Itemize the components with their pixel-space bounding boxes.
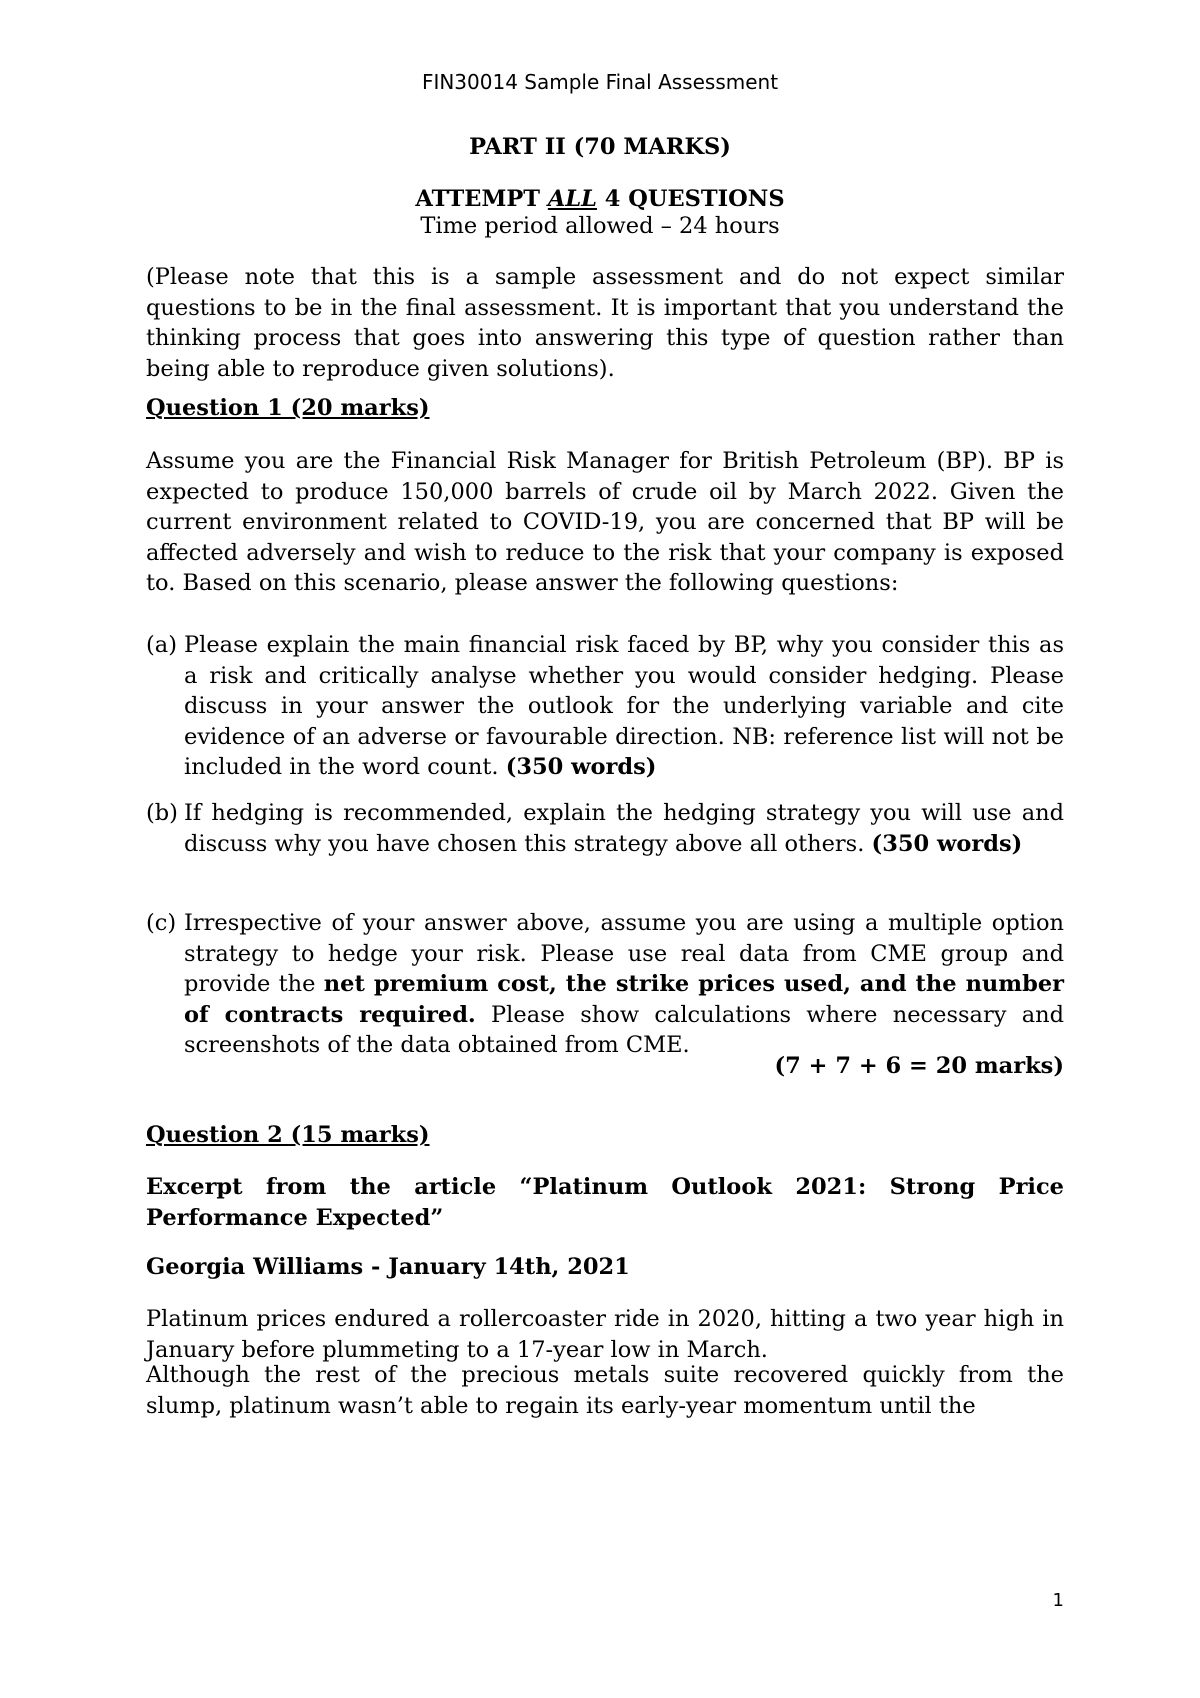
time-allowed: Time period allowed – 24 hours — [420, 213, 780, 239]
attempt-heading: ATTEMPT ALL 4 QUESTIONS — [415, 186, 785, 212]
word-limit: (350 words) — [871, 830, 1023, 857]
attempt-all-emphasis: ALL — [547, 186, 597, 212]
question-1b: (b) If hedging is recommended, explain the hedging strategy you will use and discuss why you have chosen this strategy above all others. (350 words) — [146, 800, 1064, 857]
page-number: 1 — [1052, 1590, 1064, 1611]
item-label: (b) — [146, 800, 178, 826]
question-1-intro: Assume you are the Financial Risk Manager for British Petroleum (BP). BP is expected to produce 150,000 barrels of crude oil by March 2022. Given the current environment related to COVID-19, you are concerned that BP will be affected adversely and wish to reduce to the risk that your company is exposed to. Based on this scenario, please answer the following questions: — [146, 448, 1064, 596]
article-paragraph-2: Although the rest of the precious metals suite recovered quickly from the slump, platinum wasn’t able to regain its early-year momentum until the — [146, 1362, 1064, 1419]
question-2-heading: Question 2 (15 marks) — [146, 1122, 430, 1148]
running-header: FIN30014 Sample Final Assessment — [421, 70, 779, 94]
part-heading: PART II (70 MARKS) — [469, 134, 731, 160]
item-label: (c) — [146, 910, 177, 936]
item-label: (a) — [146, 632, 177, 658]
question-1c: (c) Irrespective of your answer above, assume you are using a multiple option strategy to hedge your risk. Please use real data from CME group and provide the net premium cost, the strike prices used, and the number of contracts required. Please show calculations where necessary and screenshots of the data obtained from CME. — [146, 910, 1064, 1058]
question-1-heading: Question 1 (20 marks) — [146, 395, 430, 421]
word-limit: (350 words) — [505, 754, 657, 780]
excerpt-title: Excerpt from the article “Platinum Outlook 2021: Strong Price Performance Expected” — [146, 1174, 1064, 1231]
assessment-note: (Please note that this is a sample assessment and do not expect similar questions to be in the final assessment. It is important that you understand the thinking process that goes into answering this type of question rather than being able to reproduce given solutions). — [146, 264, 1064, 382]
article-byline: Georgia Williams - January 14th, 2021 — [146, 1254, 630, 1280]
article-paragraph-1: Platinum prices endured a rollercoaster ride in 2020, hitting a two year high in January before plummeting to a 17-year low in March. — [146, 1306, 1064, 1363]
question-1a: (a) Please explain the main financial risk faced by BP, why you consider this as a risk and critically analyse whether you would consider hedging. Please discuss in your answer the outlook for the underlying variable and cite evidence of an adverse or favourable direction. NB: reference list will not be included in the word count. (350 words) — [146, 632, 1064, 780]
question-1-marks: (7 + 7 + 6 = 20 marks) — [774, 1053, 1064, 1079]
